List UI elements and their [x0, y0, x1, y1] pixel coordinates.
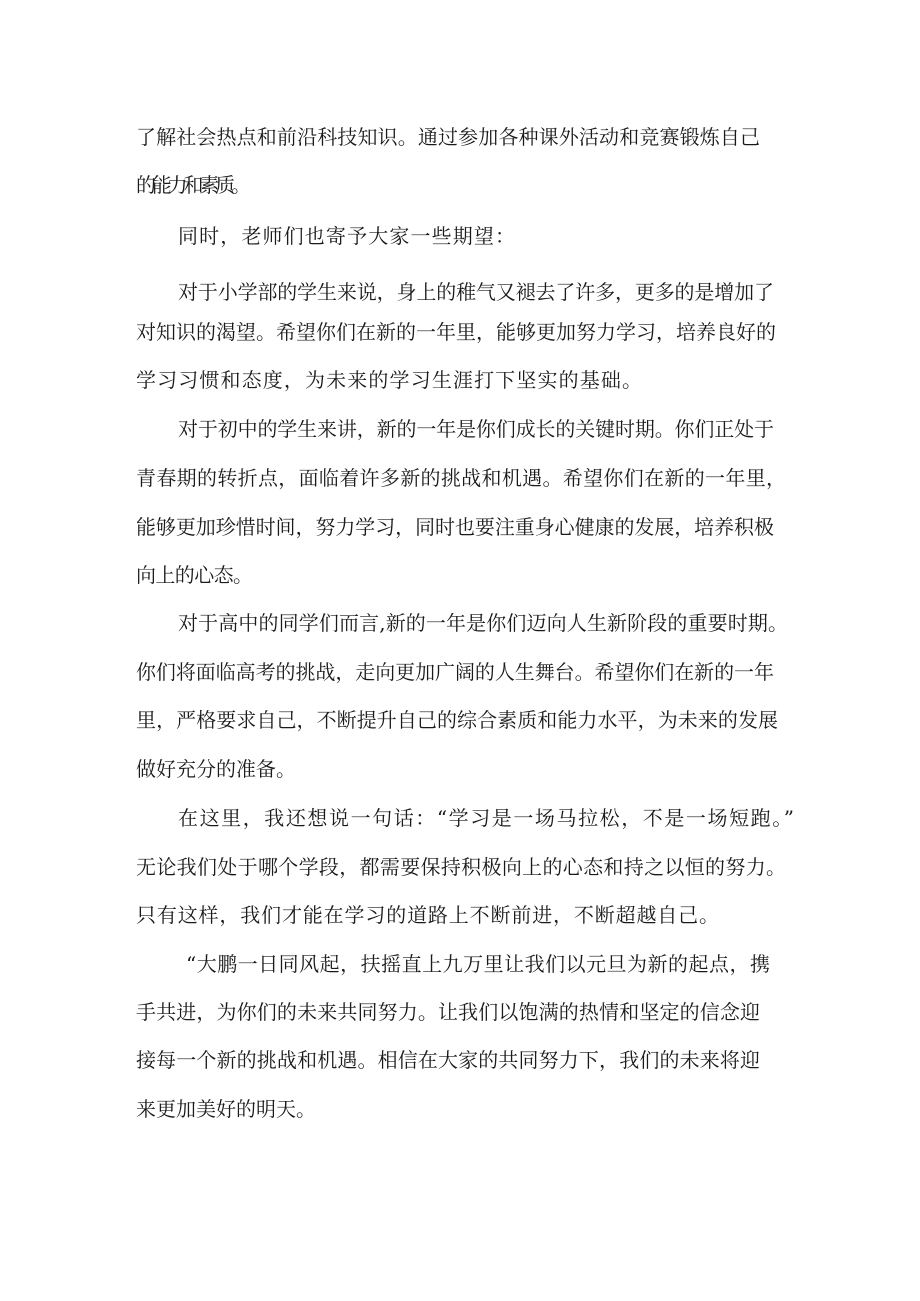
text-line: 了解社会热点和前沿科技知识。通过参加各种课外活动和竞赛锻炼自己 [136, 125, 761, 149]
text-line: 同时，老师们也寄予大家一些期望： [178, 224, 517, 248]
text-line: 对知识的渴望。希望你们在新的一年里，能够更加努力学习，培养良好的 [136, 320, 776, 344]
text-line: 向上的心态。 [136, 563, 253, 587]
text-line: 的能力和素质。 [136, 173, 247, 197]
text-line: 来更加美好的明天。 [136, 1097, 316, 1121]
text-line: 对于小学部的学生来说，身上的稚气又褪去了许多，更多的是增加了 [178, 280, 774, 304]
text-line: 在这里，我还想说一句话：“学习是一场马拉松，不是一场短跑。” [178, 806, 796, 830]
text-line: 只有这样，我们才能在学习的道路上不断前进，不断超越自己。 [136, 903, 720, 927]
text-line: 做好充分的准备。 [136, 757, 296, 781]
text-line: 学习习惯和态度，为未来的学习生涯打下坚实的基础。 [136, 368, 644, 392]
text-line: 里，严格要求自己，不断提升自己的综合素质和能力水平，为未来的发展 [136, 708, 779, 732]
text-line: “大鹏一日同风起，扶摇直上九万里让我们以元旦为新的起点，携 [186, 952, 771, 976]
text-line: 对于高中的同学们而言,新的一年是你们迈向人生新阶段的重要时期。 [178, 611, 789, 635]
text-line: 能够更加珍惜时间，努力学习，同时也要注重身心健康的发展，培养积极 [136, 515, 774, 539]
text-line: 对于初中的学生来讲，新的一年是你们成长的关键时期。你们正处于 [178, 417, 774, 441]
text-line: 手共进，为你们的未来共同努力。让我们以饱满的热情和坚定的信念迎 [136, 1000, 761, 1024]
text-line: 无论我们处于哪个学段，都需要保持积极向上的心态和持之以恒的努力。 [136, 855, 787, 879]
text-line: 青春期的转折点，面临着许多新的挑战和机遇。希望你们在新的一年里， [136, 466, 787, 490]
text-line: 你们将面临高考的挑战，走向更加广阔的人生舞台。希望你们在新的一年 [136, 660, 774, 684]
text-line: 接每一个新的挑战和机遇。相信在大家的共同努力下，我们的未来将迎 [136, 1048, 761, 1072]
